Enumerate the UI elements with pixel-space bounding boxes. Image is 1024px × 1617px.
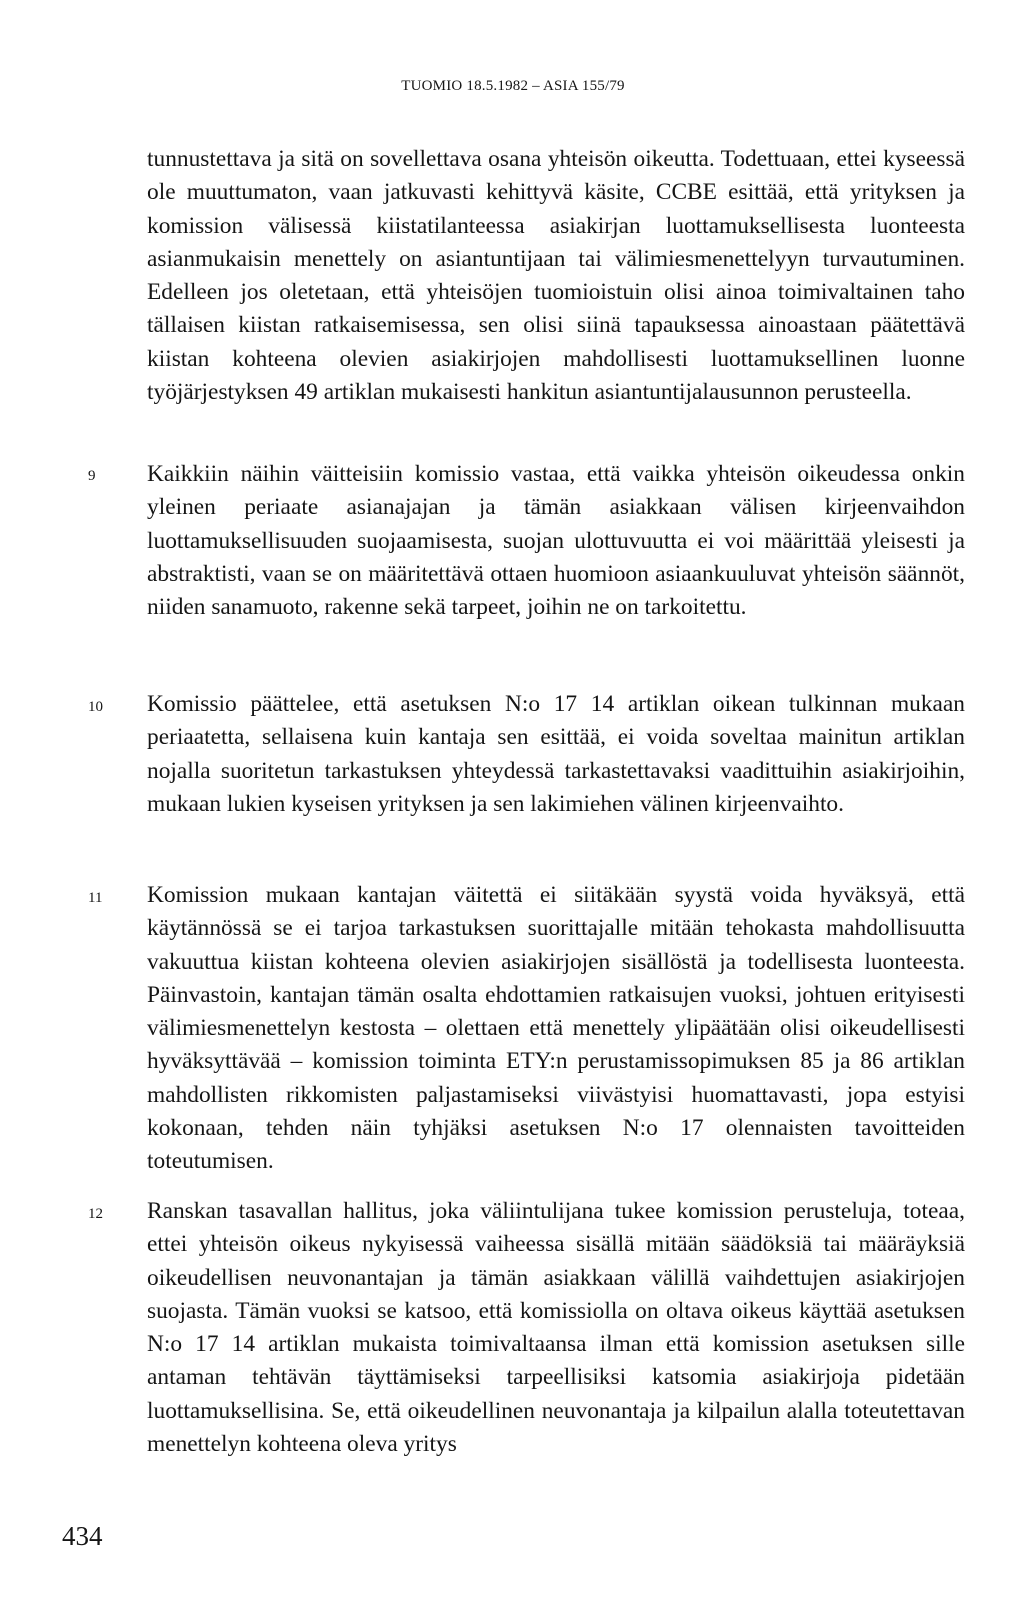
paragraph-text: Komission mukaan kantajan väitettä ei siitäkään syystä voida hyväksyä, että käytännössä se ei tarjoa tarkastuksen suorittajalle mitään tehokasta mahdollisuutta vakuuttua kiistan kohteena olevien asiakirjojen sisällöstä ja todellisesta luonteesta. Päinvastoin, kantajan tämän osalta ehdottamien ratkaisujen vuoksi, johtuen erityisesti välimiesmenettelyn kestosta – olettaen että menettely ylipäätään olisi oikeudellisesti hyväksyttävää – komission toiminta ETY:n perustamissopimuksen 85 ja 86 artiklan mahdollisten rikkomisten paljastamiseksi viivästyisi huomattavasti, jopa estyisi kokonaan, tehden näin tyhjäksi asetuksen N:o 17 olennaisten tavoitteiden toteutumisen. [147,882,965,1175]
page-number: 434 [62,1521,103,1551]
paragraph-number: 11 [88,890,103,906]
paragraph-text: Kaikkiin näihin väitteisiin komissio vastaa, että vaikka yhteisön oikeudessa onkin yleinen periaate asianajajan ja tämän asiakkaan välisen kirjeenvaihdon luottamuksellisuuden suojaamisesta, suojan ulottuvuutta ei voi määrittää yleisesti ja abstraktisti, vaan se on määritettävä ottaen huomioon asiaankuuluvat yhteisön säännöt, niiden sanamuoto, rakenne sekä tarpeet, joihin ne on tarkoitettu. [147,461,965,621]
running-header: TUOMIO 18.5.1982 – ASIA 155/79 [401,78,625,94]
paragraph-text: Komissio päättelee, että asetuksen N:o 17 14 artiklan oikean tulkinnan mukaan periaatetta, sellaisena kuin kantaja sen esittää, ei voida soveltaa mainitun artiklan nojalla suoritetun tarkastuksen yhteydessä tarkastettavaksi vaadittuihin asiakirjoihin, mukaan lukien kyseisen yrityksen ja sen lakimiehen välinen kirjeenvaihto. [147,691,965,817]
paragraph-number: 10 [88,699,103,715]
paragraph-number: 9 [88,468,96,484]
paragraph-text: Ranskan tasavallan hallitus, joka väliintulijana tukee komission perusteluja, toteaa, ettei yhteisön oikeus nykyisessä vaiheessa sisällä mitään säädöksiä tai määräyksiä oikeudellisen neuvonantajan ja tämän asiakkaan välillä vaihdettujen asiakirjojen suojasta. Tämän vuoksi se katsoo, että komissiolla on oltava oikeus käyttää asetuksen N:o 17 14 artiklan mukaista toimivaltaansa ilman että komission asetuksen sille antaman tehtävän täyttämiseksi tarpeellisiksi katsomia asiakirjoja pidetään luottamuksellisina. Se, että oikeudellinen neuvonantaja ja kilpailun alalla toteutettavan menettelyn kohteena oleva yritys [147,1198,965,1458]
paragraph-number: 12 [88,1206,103,1222]
paragraph-continuation: tunnustettava ja sitä on sovellettava osana yhteisön oikeutta. Todettuaan, ettei kyseessä ole muuttumaton, vaan jatkuvasti kehittyvä käsite, CCBE esittää, että yrityksen ja komission välisessä kiistatilanteessa asiakirjan luottamuksellisesta luonteesta asianmukaisin menettely on asiantuntijaan tai välimiesmenettelyyn turvautuminen. Edelleen jos oletetaan, että yhteisöjen tuomioistuin olisi ainoa toimivaltainen taho tällaisen kiistan ratkaisemisessa, sen olisi siinä tapauksessa ainoastaan päätettävä kiistan kohteena olevien asiakirjojen mahdollisesti luottamuksellinen luonne työjärjestyksen 49 artiklan mukaisesti hankitun asiantuntijalausunnon perusteella. [147,146,965,406]
